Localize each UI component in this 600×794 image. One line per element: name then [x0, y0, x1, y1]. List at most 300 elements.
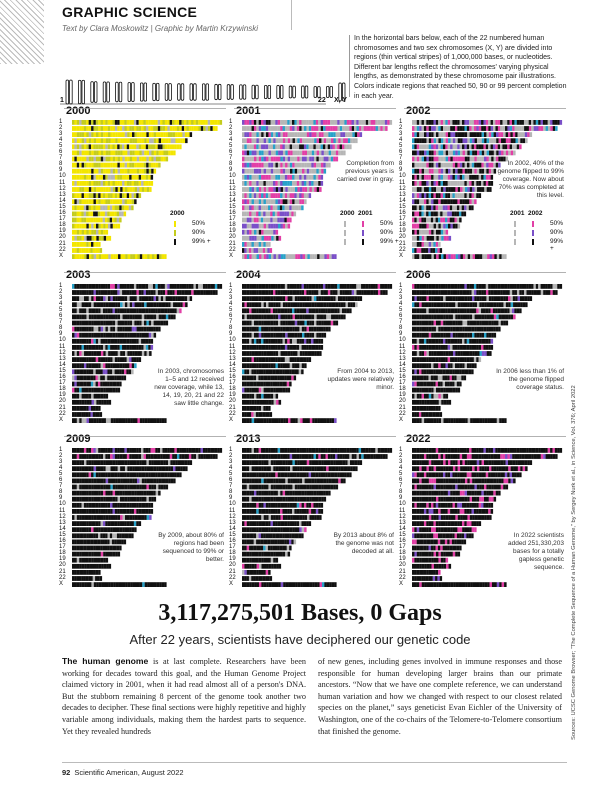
- region-2001-2-25: [302, 126, 304, 131]
- chromosome-pair-22-copy-1: [326, 86, 329, 97]
- region-2002-20-14: [446, 236, 449, 241]
- region-2000-8-8: [91, 163, 93, 168]
- region-2004-3-43: [345, 296, 348, 301]
- region-2000-13-4: [82, 193, 84, 198]
- region-2006-11-9: [433, 345, 435, 350]
- region-2002-5-14: [445, 144, 447, 149]
- region-2001-5-2: [247, 144, 249, 149]
- region-2006-4-5: [424, 302, 427, 307]
- region-2001-10-30: [313, 175, 315, 180]
- region-2006-4-30: [484, 302, 487, 307]
- region-2003-2-22: [124, 290, 126, 295]
- region-2002-7-2: [417, 157, 420, 162]
- region-2000-X-29: [142, 254, 145, 259]
- region-2006-3-46: [522, 296, 525, 301]
- region-2006-12-20: [460, 351, 463, 356]
- region-2004-6-13: [273, 315, 276, 320]
- region-2003-6-10: [96, 315, 99, 320]
- region-2004-12-26: [305, 351, 308, 356]
- region-2006-1-55: [543, 284, 545, 289]
- region-2004-5-1: [244, 308, 246, 313]
- row-label-2004-8: 8: [229, 325, 233, 332]
- region-2004-22-7: [258, 412, 260, 417]
- region-2002-3-22: [465, 132, 468, 137]
- region-2003-14-13: [103, 363, 105, 368]
- region-2000-8-28: [139, 163, 141, 168]
- region-2006-17-9: [433, 382, 435, 387]
- region-2001-18-1: [244, 224, 247, 229]
- region-2004-11-20: [290, 345, 292, 350]
- region-2004-1-36: [328, 284, 330, 289]
- region-2000-2-31: [146, 126, 148, 131]
- region-2003-4-44: [178, 302, 181, 307]
- region-2001-4-45: [350, 138, 353, 143]
- region-2001-2-6: [256, 126, 258, 131]
- region-2004-2-50: [361, 290, 363, 295]
- region-2004-17-14: [275, 382, 277, 387]
- region-2002-X-13: [444, 254, 447, 259]
- region-2003-2-50: [191, 290, 193, 295]
- region-2004-2-35: [325, 290, 327, 295]
- region-2000-7-32: [149, 157, 152, 162]
- region-2001-2-11: [268, 126, 270, 131]
- region-2002-9-3: [419, 169, 422, 174]
- region-2006-4-46: [523, 302, 526, 307]
- chromosome-bar-2001-2: [242, 126, 388, 131]
- region-2003-5-35: [155, 308, 157, 313]
- region-2001-16-10: [265, 212, 267, 217]
- region-2003-5-26: [134, 308, 136, 313]
- region-2003-5-38: [162, 308, 164, 313]
- region-2001-7-9: [264, 157, 267, 162]
- chromosome-bar-2006-8: [412, 327, 501, 332]
- legend-year-2001-2000: 2000: [340, 210, 355, 217]
- region-2003-8-32: [149, 327, 151, 332]
- region-2003-9-8: [91, 333, 94, 338]
- region-2000-16-17: [112, 212, 114, 217]
- row-label-2001-9: 9: [229, 167, 233, 174]
- region-2001-4-11: [268, 138, 271, 143]
- region-2001-3-19: [288, 132, 291, 137]
- region-2002-13-15: [448, 193, 450, 198]
- region-2003-11-15: [108, 345, 110, 350]
- region-2000-13-2: [77, 193, 79, 198]
- region-2006-16-5: [424, 376, 426, 381]
- region-2002-2-26: [474, 126, 476, 131]
- region-2002-3-3: [419, 132, 422, 137]
- region-2006-13-22: [464, 357, 466, 362]
- region-2000-X-33: [152, 254, 155, 259]
- region-2004-14-23: [297, 363, 299, 368]
- region-2001-16-8: [261, 212, 263, 217]
- region-2003-3-3: [79, 296, 82, 301]
- row-label-2003-8: 8: [59, 325, 63, 332]
- region-2003-6-39: [166, 315, 169, 320]
- region-2000-17-2: [77, 218, 79, 223]
- region-2006-3-48: [527, 296, 530, 301]
- region-2001-2-14: [275, 126, 277, 131]
- region-2002-3-2: [417, 132, 420, 137]
- region-2000-11-10: [96, 181, 98, 186]
- region-2006-3-18: [455, 296, 458, 301]
- region-2004-8-7: [259, 327, 261, 332]
- region-2006-14-21: [462, 363, 464, 368]
- region-2003-16-10: [95, 376, 97, 381]
- chromosome-pair-17-copy-1: [264, 85, 267, 98]
- region-2002-6-17: [453, 151, 456, 156]
- chromosome-bar-2004-6: [242, 315, 346, 320]
- region-2003-17-16: [110, 382, 112, 387]
- region-2004-5-21: [292, 308, 294, 313]
- region-2001-19-5: [254, 230, 257, 235]
- region-2002-6-20: [460, 151, 463, 156]
- region-2004-6-40: [338, 315, 341, 320]
- region-2000-17-15: [107, 218, 109, 223]
- region-2006-8-27: [477, 327, 479, 332]
- region-2003-3-40: [168, 296, 171, 301]
- region-2004-19-1: [244, 394, 247, 399]
- region-2003-6-9: [94, 315, 97, 320]
- region-2003-2-31: [146, 290, 148, 295]
- region-2004-8-18: [285, 327, 287, 332]
- region-2003-2-5: [84, 290, 86, 295]
- region-2002-3-31: [486, 132, 489, 137]
- region-2004-9-26: [304, 333, 307, 338]
- region-2006-18-15: [448, 388, 451, 393]
- region-2000-2-5: [84, 126, 86, 131]
- region-2003-X-17: [113, 418, 116, 423]
- region-2003-17-12: [100, 382, 102, 387]
- region-2001-6-38: [333, 151, 336, 156]
- region-2003-5-30: [143, 308, 145, 313]
- region-2002-1-62: [560, 120, 562, 125]
- region-2004-9-20: [290, 333, 293, 338]
- region-2000-1-13: [103, 120, 105, 125]
- region-2001-1-52: [366, 120, 368, 125]
- region-2003-7-19: [118, 321, 121, 326]
- region-2001-5-7: [259, 144, 261, 149]
- region-2004-7-14: [276, 321, 279, 326]
- region-2006-2-32: [488, 290, 490, 295]
- region-2003-2-2: [77, 290, 79, 295]
- region-2000-2-42: [172, 126, 174, 131]
- region-2006-4-4: [422, 302, 425, 307]
- region-2004-X-14: [276, 418, 279, 423]
- region-2003-22-3: [79, 412, 81, 417]
- region-2004-8-10: [266, 327, 268, 332]
- region-2006-11-25: [472, 345, 474, 350]
- chromosome-bar-2002-16: [412, 212, 466, 217]
- region-2003-5-19: [117, 308, 119, 313]
- region-2001-11-23: [297, 181, 299, 186]
- region-2002-21-11: [438, 242, 440, 247]
- region-2002-18-11: [438, 224, 441, 229]
- region-2004-1-59: [382, 284, 384, 289]
- region-2006-15-8: [431, 369, 433, 374]
- region-2001-11-11: [268, 181, 270, 186]
- region-2000-14-2: [77, 199, 79, 204]
- region-2001-4-37: [331, 138, 334, 143]
- region-2001-15-24: [299, 205, 301, 210]
- region-2006-1-42: [512, 284, 514, 289]
- region-2002-2-37: [500, 126, 502, 131]
- region-2006-14-18: [455, 363, 457, 368]
- region-2001-15-16: [280, 205, 282, 210]
- region-2002-6-7: [429, 151, 432, 156]
- region-2004-7-36: [328, 321, 331, 326]
- region-2004-3-2: [247, 296, 250, 301]
- region-2002-X-0: [412, 254, 415, 259]
- region-2004-12-29: [312, 351, 315, 356]
- region-2006-15-15: [447, 369, 449, 374]
- region-2000-13-9: [93, 193, 95, 198]
- region-2003-4-45: [180, 302, 183, 307]
- region-2000-2-30: [144, 126, 146, 131]
- region-2006-16-13: [443, 376, 445, 381]
- region-2006-16-18: [454, 376, 456, 381]
- region-2004-5-5: [254, 308, 256, 313]
- region-2004-X-6: [257, 418, 260, 423]
- region-2003-12-12: [101, 351, 104, 356]
- region-2003-1-40: [167, 284, 169, 289]
- region-2004-1-1: [244, 284, 246, 289]
- region-2003-2-15: [108, 290, 110, 295]
- region-2003-4-32: [149, 302, 152, 307]
- region-2003-13-18: [115, 357, 117, 362]
- region-2006-5-32: [488, 308, 490, 313]
- region-2004-6-14: [276, 315, 279, 320]
- region-2003-3-38: [163, 296, 166, 301]
- region-2003-22-11: [97, 412, 99, 417]
- region-2002-2-50: [531, 126, 533, 131]
- region-2004-2-58: [380, 290, 382, 295]
- region-2000-21-6: [86, 242, 88, 247]
- region-2004-11-0: [242, 345, 244, 350]
- region-2006-11-22: [464, 345, 466, 350]
- region-2000-9-25: [132, 169, 135, 174]
- region-2004-6-16: [281, 315, 284, 320]
- region-2002-13-4: [422, 193, 424, 198]
- chromosome-bar-2001-10: [242, 175, 323, 180]
- region-2004-13-15: [278, 357, 280, 362]
- region-2001-5-26: [304, 144, 306, 149]
- region-2002-14-23: [467, 199, 469, 204]
- region-2006-7-25: [472, 321, 475, 326]
- region-2002-5-39: [505, 144, 507, 149]
- region-2000-1-6: [86, 120, 88, 125]
- region-2001-5-6: [256, 144, 258, 149]
- region-2002-12-25: [472, 187, 475, 192]
- region-2004-10-23: [297, 339, 299, 344]
- region-2003-3-9: [94, 296, 97, 301]
- region-2001-6-36: [329, 151, 332, 156]
- region-2006-1-50: [531, 284, 533, 289]
- region-2006-12-5: [424, 351, 427, 356]
- region-2002-18-9: [434, 224, 437, 229]
- region-2004-3-29: [312, 296, 315, 301]
- region-2004-4-40: [338, 302, 341, 307]
- region-2004-6-38: [333, 315, 336, 320]
- region-2006-13-23: [467, 357, 469, 362]
- region-2009-1-10: [96, 448, 98, 453]
- region-2004-2-17: [283, 290, 285, 295]
- region-2006-6-40: [508, 315, 511, 320]
- region-2006-7-21: [462, 321, 465, 326]
- region-2003-14-3: [79, 363, 81, 368]
- region-2000-17-3: [79, 218, 81, 223]
- region-2001-16-1: [244, 212, 246, 217]
- region-2001-3-26: [304, 132, 307, 137]
- chromosome-bar-2002-17: [412, 218, 462, 223]
- region-2002-X-20: [460, 254, 463, 259]
- region-2002-8-13: [443, 163, 445, 168]
- region-2004-12-20: [290, 351, 293, 356]
- region-2000-16-4: [81, 212, 83, 217]
- region-2003-2-16: [110, 290, 112, 295]
- region-2001-12-1: [244, 187, 247, 192]
- region-2004-6-18: [285, 315, 288, 320]
- region-2001-4-27: [307, 138, 310, 143]
- region-2002-6-31: [487, 151, 490, 156]
- region-2006-8-1: [414, 327, 416, 332]
- panel-title-2004: 2004: [236, 269, 261, 281]
- region-2000-11-18: [115, 181, 117, 186]
- chromosome-pair-7-copy-1: [140, 83, 143, 101]
- region-2001-1-55: [373, 120, 375, 125]
- region-2002-18-10: [436, 224, 439, 229]
- chromosome-bar-2002-6: [412, 151, 516, 156]
- region-2006-22-12: [440, 412, 442, 417]
- region-2004-5-43: [344, 308, 346, 313]
- region-2003-2-9: [93, 290, 95, 295]
- region-2001-13-10: [266, 193, 268, 198]
- region-2004-16-11: [268, 376, 270, 381]
- region-2000-16-22: [124, 212, 126, 217]
- region-2000-4-43: [175, 138, 178, 143]
- region-2006-13-2: [417, 357, 419, 362]
- region-2002-15-6: [426, 205, 428, 210]
- region-2003-15-24: [129, 369, 131, 374]
- region-2002-2-13: [443, 126, 445, 131]
- region-2002-1-61: [557, 120, 559, 125]
- region-2006-2-7: [429, 290, 431, 295]
- region-2001-16-4: [251, 212, 253, 217]
- legend-swatch-2001-2000-0: [344, 221, 346, 227]
- region-2000-2-9: [93, 126, 95, 131]
- region-2006-14-1: [414, 363, 416, 368]
- region-2000-3-32: [149, 132, 152, 137]
- region-2004-13-1: [244, 357, 246, 362]
- chromosome-bar-2001-22: [242, 248, 272, 253]
- region-2001-3-47: [355, 132, 358, 137]
- region-2002-4-30: [484, 138, 487, 143]
- region-2001-11-0: [242, 181, 244, 186]
- region-2001-8-20: [290, 163, 292, 168]
- region-2002-5-2: [417, 144, 419, 149]
- region-2002-2-2: [417, 126, 419, 131]
- region-2009-1-13: [103, 448, 105, 453]
- region-2004-6-5: [254, 315, 257, 320]
- region-2002-6-9: [434, 151, 437, 156]
- region-2000-1-11: [98, 120, 100, 125]
- region-2002-3-45: [520, 132, 523, 137]
- region-2003-7-2: [77, 321, 80, 326]
- region-2004-6-28: [309, 315, 312, 320]
- region-2002-1-8: [431, 120, 433, 125]
- region-2004-13-16: [280, 357, 282, 362]
- row-label-2004-9: 9: [229, 331, 233, 338]
- region-2002-1-31: [486, 120, 488, 125]
- region-2006-2-13: [443, 290, 445, 295]
- region-2002-11-18: [455, 181, 457, 186]
- region-2000-17-12: [100, 218, 102, 223]
- region-2001-17-0: [242, 218, 244, 223]
- region-2003-17-5: [84, 382, 86, 387]
- region-2002-5-4: [422, 144, 424, 149]
- region-2001-4-32: [319, 138, 322, 143]
- region-2006-13-4: [422, 357, 424, 362]
- region-2004-2-46: [352, 290, 354, 295]
- region-2004-9-4: [252, 333, 255, 338]
- region-2002-9-26: [474, 169, 477, 174]
- region-2000-8-11: [98, 163, 100, 168]
- region-2006-10-16: [450, 339, 452, 344]
- region-2003-5-20: [120, 308, 122, 313]
- region-2001-10-33: [321, 175, 323, 180]
- region-2000-4-44: [178, 138, 181, 143]
- row-label-2001-21: 21: [229, 240, 236, 247]
- legend-swatch-2001-2000-1: [344, 230, 346, 236]
- region-2003-12-20: [120, 351, 123, 356]
- region-2001-11-7: [259, 181, 261, 186]
- region-2006-13-12: [441, 357, 443, 362]
- region-2004-2-60: [385, 290, 387, 295]
- region-2006-21-7: [429, 406, 431, 411]
- region-2003-3-37: [161, 296, 164, 301]
- region-2004-2-37: [330, 290, 332, 295]
- region-2006-17-18: [454, 382, 456, 387]
- panel-title-2006: 2006: [406, 269, 431, 281]
- region-2001-11-17: [283, 181, 285, 186]
- region-2004-2-52: [366, 290, 368, 295]
- region-2001-13-14: [275, 193, 277, 198]
- region-2004-7-30: [314, 321, 317, 326]
- region-2004-18-16: [280, 388, 283, 393]
- region-2006-1-31: [486, 284, 488, 289]
- region-2006-20-12: [441, 400, 444, 405]
- region-2004-8-35: [326, 327, 328, 332]
- region-2001-13-3: [249, 193, 251, 198]
- region-2004-13-17: [282, 357, 284, 362]
- region-2000-1-31: [146, 120, 148, 125]
- region-2003-13-10: [96, 357, 98, 362]
- region-2000-5-39: [165, 144, 167, 149]
- region-2001-7-11: [268, 157, 271, 162]
- region-2006-5-22: [464, 308, 466, 313]
- row-label-2001-16: 16: [229, 210, 236, 216]
- region-2002-9-19: [458, 169, 461, 174]
- region-2000-2-27: [136, 126, 138, 131]
- region-2000-5-4: [82, 144, 84, 149]
- region-2000-9-2: [77, 169, 80, 174]
- region-2002-22-0: [412, 248, 414, 253]
- region-2003-3-42: [173, 296, 176, 301]
- region-2006-11-1: [414, 345, 416, 350]
- region-2006-3-12: [441, 296, 444, 301]
- region-2002-10-19: [457, 175, 459, 180]
- region-2000-1-54: [201, 120, 203, 125]
- region-2004-12-25: [302, 351, 305, 356]
